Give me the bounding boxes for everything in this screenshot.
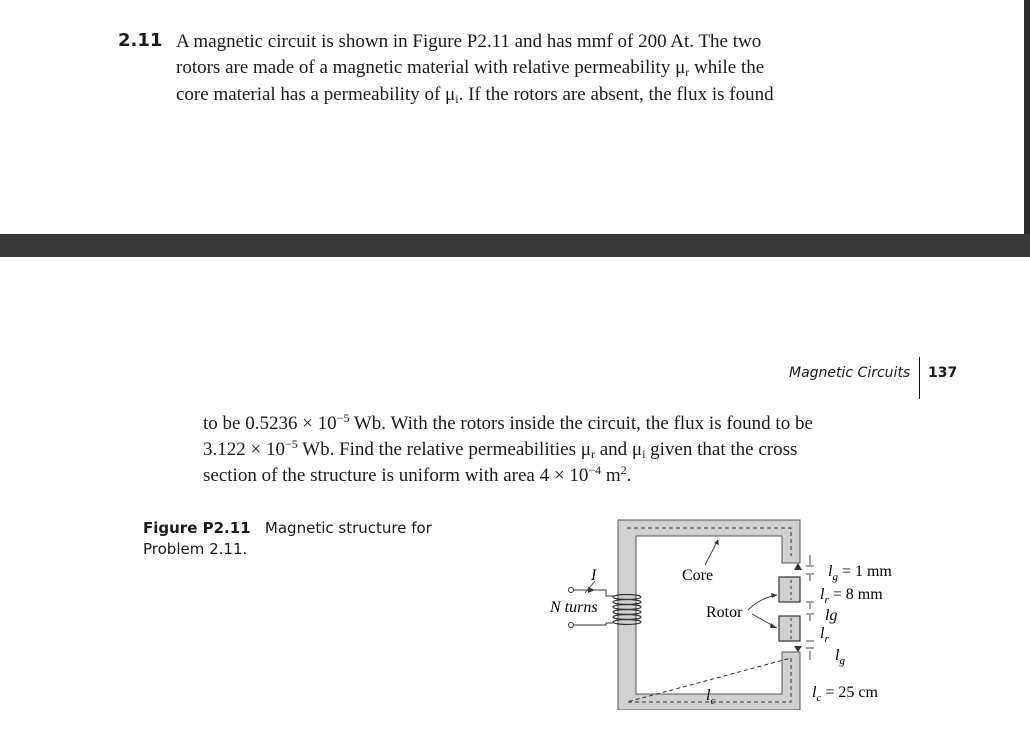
text-span: given that the cross <box>645 439 798 460</box>
lg3-l: l <box>835 647 840 664</box>
superscript: −5 <box>284 437 298 451</box>
lr-sub: r <box>824 594 829 606</box>
text-span: Wb. With the rotors inside the circuit, the flux is found to be <box>349 413 813 434</box>
lr2-sub: r <box>824 633 829 645</box>
lc-l: l <box>706 687 711 704</box>
subscript: i <box>455 92 459 106</box>
text-span: while the <box>689 57 765 78</box>
problem-text-line-3 <box>176 82 774 108</box>
subscript: r <box>685 65 690 79</box>
rotor-upper <box>779 577 800 602</box>
subscript: r <box>590 447 595 461</box>
lg-sub: g <box>832 571 838 583</box>
lc2-sub: c <box>816 692 822 704</box>
lr-l: l <box>820 586 825 603</box>
lr-value-label <box>820 586 883 606</box>
problem-text-line-1: A magnetic circuit is shown in Figure P2.11 and has mmf of 200 At. The two <box>176 31 762 52</box>
core-label: Core <box>682 567 714 584</box>
problem-number: 2.11 <box>118 30 163 51</box>
lg3-sub: g <box>839 655 845 667</box>
lr-value: = 8 mm <box>828 586 883 603</box>
superscript: −4 <box>588 463 602 477</box>
gap-arrow-2 <box>794 646 802 652</box>
header-divider <box>919 357 920 399</box>
rotor-lower <box>779 616 800 641</box>
subscript: i <box>642 447 646 461</box>
magnetic-structure-diagram <box>540 510 920 710</box>
rotor-label: Rotor <box>706 604 743 621</box>
gap-arrow-1 <box>794 563 802 570</box>
current-label: I <box>591 567 597 584</box>
continuation-line-2 <box>203 437 797 463</box>
lr-second-label <box>820 625 829 645</box>
running-head: Magnetic Circuits <box>789 365 911 381</box>
text-span: core material has a permeability of μ <box>176 84 456 105</box>
lg-l: l <box>828 563 833 580</box>
rotor-pointer-head-1 <box>771 593 777 598</box>
lc2-l: l <box>812 684 817 701</box>
figure-caption <box>143 518 443 560</box>
text-span: m <box>601 465 621 486</box>
coil-lead-top <box>573 590 613 596</box>
lc-value-label <box>812 684 878 704</box>
text-span: to be 0.5236 × 10 <box>203 413 337 434</box>
lc-value: = 25 cm <box>821 684 878 701</box>
lc-sub: c <box>710 695 716 707</box>
page-break-bar <box>0 234 1030 257</box>
terminal-bottom <box>569 623 574 628</box>
rotor-pointer-head-2 <box>770 623 777 628</box>
lr2-l: l <box>820 625 825 642</box>
page-edge <box>1024 0 1030 234</box>
continuation-line-1 <box>203 411 813 437</box>
text-span: . <box>626 465 632 486</box>
core-pointer-head <box>714 540 719 545</box>
text-span: Wb. Find the relative permeabilities μ <box>297 439 591 460</box>
text-span: 3.122 × 10 <box>203 439 285 460</box>
terminal-top <box>569 588 574 593</box>
text-span: section of the structure is uniform with area 4 × 10 <box>203 465 589 486</box>
lg-value: = 1 mm <box>837 563 892 580</box>
coil-winding <box>613 595 641 625</box>
lg-value-label <box>828 563 892 583</box>
continuation-line-3 <box>203 463 631 489</box>
page-number: 137 <box>928 365 958 381</box>
coil-lead-bottom <box>573 623 613 625</box>
lg-second-label: lg <box>825 607 838 624</box>
dimension-marks <box>806 555 814 660</box>
turns-label: N turns <box>550 599 598 616</box>
lg-third-label <box>835 647 845 667</box>
superscript: 2 <box>620 463 627 477</box>
problem-text-line-2 <box>176 55 764 81</box>
caption-label: Figure P2.11 <box>143 519 251 537</box>
text-span: rotors are made of a magnetic material with relative permeability μ <box>176 57 686 78</box>
text-span: and μ <box>594 439 643 460</box>
superscript: −5 <box>336 411 350 425</box>
text-span: . If the rotors are absent, the flux is found <box>458 84 774 105</box>
caption-text: Magnetic structure for Problem 2.11. <box>143 519 432 558</box>
